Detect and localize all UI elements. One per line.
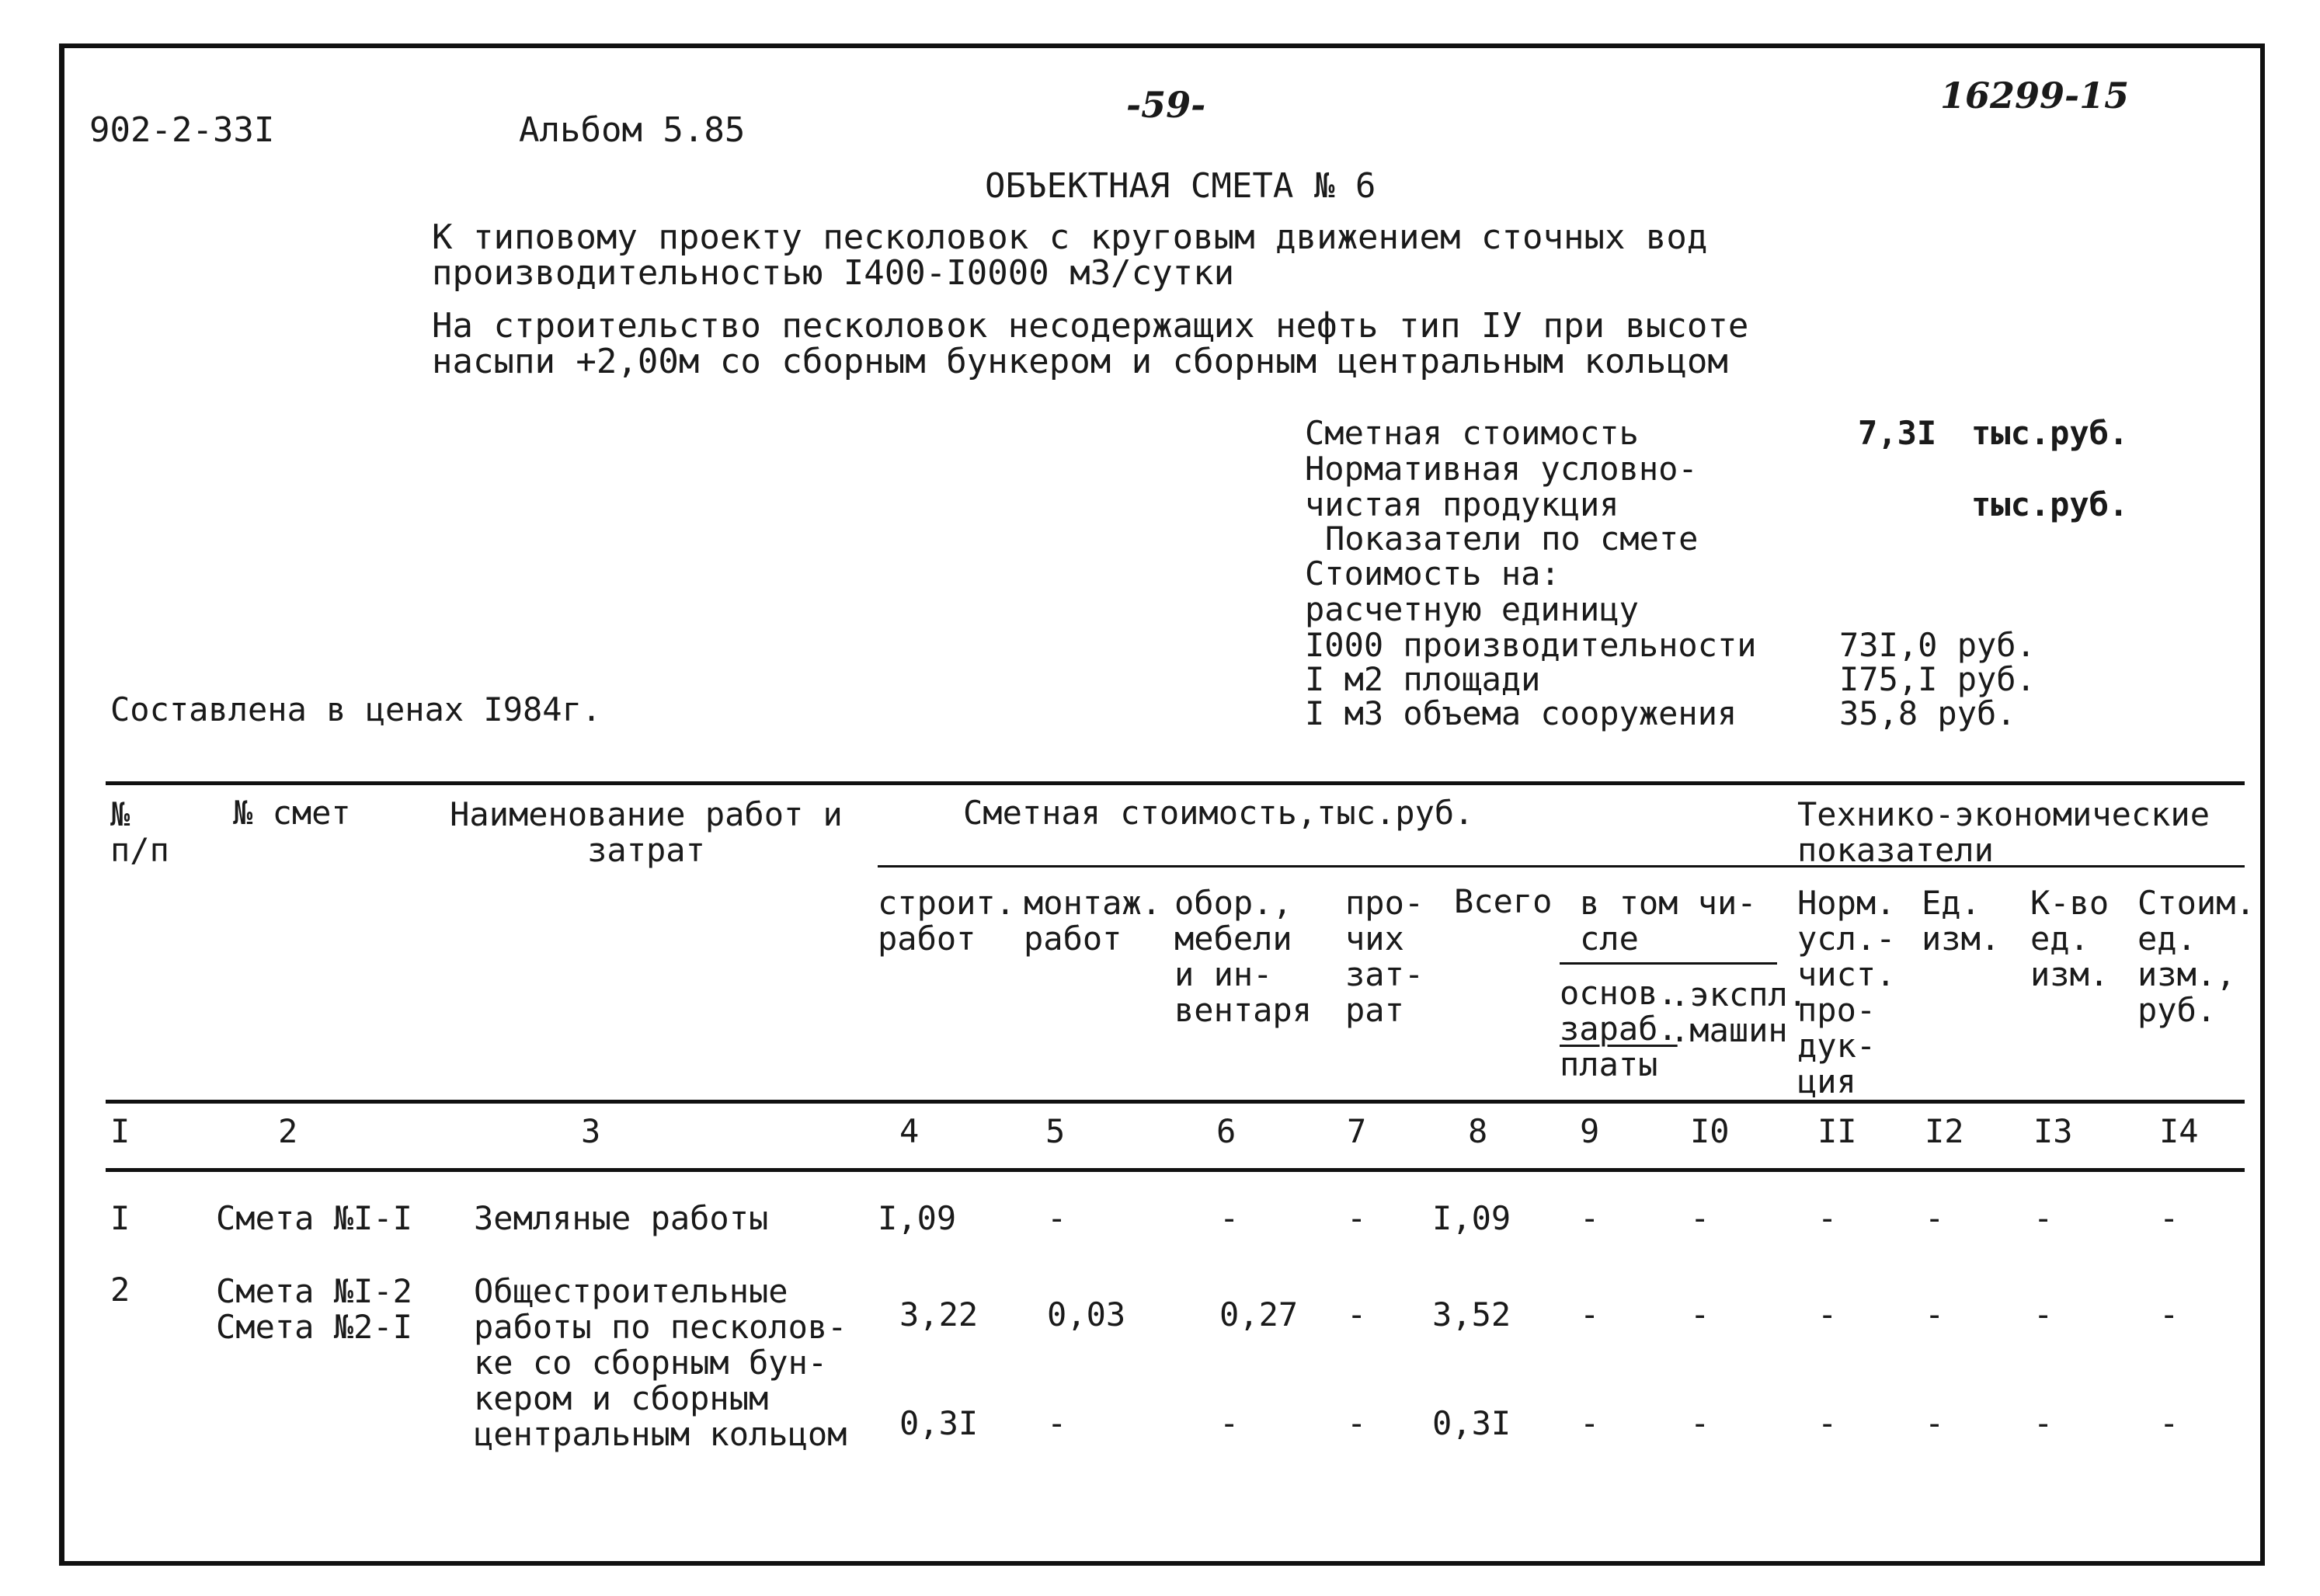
col-number-14: I4 bbox=[2159, 1112, 2199, 1150]
prices-note: Составлена в ценах I984г. bbox=[110, 690, 602, 728]
head-incl: в том чи- сле bbox=[1580, 884, 1757, 958]
head-num: № п/п bbox=[110, 795, 169, 869]
row-qty: - bbox=[2033, 1295, 2054, 1333]
col-number-1: I bbox=[110, 1112, 130, 1150]
cost-label: Сметная стоимость bbox=[1305, 414, 1639, 452]
indicator-label-2: I м2 площади bbox=[1305, 660, 1541, 698]
indicator-label-3: I м3 объема сооружения bbox=[1305, 694, 1737, 732]
row-total: I,09 bbox=[1432, 1199, 1511, 1237]
head-qty: К-во ед. изм. bbox=[2030, 884, 2110, 993]
col-number-9: 9 bbox=[1580, 1112, 1600, 1150]
row-other: - bbox=[1347, 1199, 1367, 1237]
row-total-2: 0,3I bbox=[1432, 1404, 1511, 1442]
head-norm: Норм. усл.- чист. про- дук- ция bbox=[1797, 884, 1896, 1101]
head-unit: Ед. изм. bbox=[1922, 884, 2001, 958]
col-number-13: I3 bbox=[2033, 1112, 2073, 1150]
row-other: - bbox=[1347, 1295, 1367, 1333]
row-smeta: Смета №I-2 Смета №2-I bbox=[216, 1272, 412, 1346]
incl-rule bbox=[1560, 962, 1777, 965]
col-number-5: 5 bbox=[1045, 1112, 1066, 1150]
head-equip: обор., мебели и ин- вентаря bbox=[1174, 884, 1313, 1029]
head-other: про- чих зат- рат bbox=[1345, 884, 1424, 1029]
head-wages-top: основ. bbox=[1560, 974, 1678, 1012]
col-numbers-rule bbox=[106, 1168, 2245, 1172]
head-build: строит. работ bbox=[878, 884, 1016, 958]
subtitle-line-2: производительностью I400-I0000 м3/сутки bbox=[432, 253, 1235, 293]
col-number-2: 2 bbox=[278, 1112, 298, 1150]
row-equip: 0,27 bbox=[1219, 1295, 1299, 1333]
col-number-11: II bbox=[1817, 1112, 1857, 1150]
row-mount: - bbox=[1047, 1199, 1067, 1237]
col-number-12: I2 bbox=[1925, 1112, 1964, 1150]
indicator-value-1: 73I,0 руб. bbox=[1839, 626, 2036, 664]
row-total: 3,52 bbox=[1432, 1295, 1511, 1333]
head-wages-underlined: зараб. bbox=[1560, 1010, 1678, 1048]
row-smeta: Смета №I-I bbox=[216, 1199, 412, 1237]
row-unit: - bbox=[1925, 1295, 1945, 1333]
doc-code: 902-2-33I bbox=[89, 110, 275, 150]
row-qty: - bbox=[2033, 1199, 2054, 1237]
subtitle-line-1: К типовому проекту песколовок с круговым движением сточных вод bbox=[432, 217, 1708, 257]
row-build: 3,22 bbox=[899, 1295, 979, 1333]
head-mount: монтаж. работ bbox=[1024, 884, 1162, 958]
row-num: I bbox=[110, 1199, 130, 1237]
row-unitcost: - bbox=[2159, 1199, 2179, 1237]
row-num: 2 bbox=[110, 1271, 130, 1309]
head-smeta: № смет bbox=[233, 794, 351, 832]
head-unitcost: Стоим. ед. изм., руб. bbox=[2137, 884, 2256, 1029]
col-number-3: 3 bbox=[581, 1112, 601, 1150]
head-wages-bottom: платы bbox=[1560, 1045, 1658, 1083]
row-other-2: - bbox=[1347, 1404, 1367, 1442]
archive-number: 16299-15 bbox=[1940, 75, 2130, 116]
col-number-8: 8 bbox=[1468, 1112, 1488, 1150]
row-equip-2: - bbox=[1219, 1404, 1240, 1442]
indicator-value-3: 35,8 руб. bbox=[1839, 694, 2016, 732]
row-name: Общестроительные работы по песколов- ке со сборным бун- кером и сборным центральным кольцом bbox=[474, 1272, 847, 1453]
head-name: Наименование работ и затрат bbox=[450, 795, 843, 869]
col-number-4: 4 bbox=[899, 1112, 920, 1150]
row-unitcost-2: - bbox=[2159, 1404, 2179, 1442]
head-mach: .экспл. .машин bbox=[1670, 975, 1808, 1049]
row-unit: - bbox=[1925, 1199, 1945, 1237]
indicators-label: Показатели по смете bbox=[1325, 520, 1699, 558]
col-number-6: 6 bbox=[1216, 1112, 1237, 1150]
row-wages-2: - bbox=[1580, 1404, 1600, 1442]
norm-label-2: чистая продукция bbox=[1305, 485, 1619, 523]
row-mach: - bbox=[1690, 1199, 1710, 1237]
unit-label: расчетную единицу bbox=[1305, 590, 1639, 628]
row-equip: - bbox=[1219, 1199, 1240, 1237]
indicator-value-2: I75,I руб. bbox=[1839, 660, 2036, 698]
indicator-label-1: I000 производительности bbox=[1305, 626, 1757, 664]
cost-unit: тыс.руб. bbox=[1971, 414, 2129, 452]
estimate-title: ОБЪЕКТНАЯ СМЕТА № 6 bbox=[985, 166, 1376, 206]
row-norm-2: - bbox=[1817, 1404, 1838, 1442]
norm-label-1: Нормативная условно- bbox=[1305, 450, 1698, 488]
norm-unit: тыс.руб. bbox=[1971, 485, 2129, 523]
row-qty-2: - bbox=[2033, 1404, 2054, 1442]
row-name: Земляные работы bbox=[474, 1199, 769, 1237]
row-build-2: 0,3I bbox=[899, 1404, 979, 1442]
row-norm: - bbox=[1817, 1295, 1838, 1333]
row-mach-2: - bbox=[1690, 1404, 1710, 1442]
row-wages: - bbox=[1580, 1199, 1600, 1237]
cost-value: 7,3I bbox=[1858, 414, 1937, 452]
head-total: Всего bbox=[1454, 882, 1553, 920]
description-line-1: На строительство песколовок несодержащих нефть тип IУ при высоте bbox=[432, 306, 1749, 346]
head-tech-group: Технико-экономические показатели bbox=[1797, 795, 2210, 869]
row-mount-2: - bbox=[1047, 1404, 1067, 1442]
table-top-rule bbox=[106, 781, 2245, 785]
row-norm: - bbox=[1817, 1199, 1838, 1237]
col-number-7: 7 bbox=[1347, 1112, 1367, 1150]
row-build: I,09 bbox=[878, 1199, 957, 1237]
head-cost-group: Сметная стоимость,тыс.руб. bbox=[963, 794, 1474, 832]
page-number: -59- bbox=[1126, 84, 1206, 126]
row-unitcost: - bbox=[2159, 1295, 2179, 1333]
description-line-2: насыпи +2,00м со сборным бункером и сборным центральным кольцом bbox=[432, 342, 1728, 381]
cost-per-label: Стоимость на: bbox=[1305, 555, 1560, 593]
album-label: Альбом 5.85 bbox=[519, 110, 746, 150]
row-mach: - bbox=[1690, 1295, 1710, 1333]
col-number-10: I0 bbox=[1690, 1112, 1730, 1150]
row-mount: 0,03 bbox=[1047, 1295, 1126, 1333]
row-wages: - bbox=[1580, 1295, 1600, 1333]
header-bottom-rule bbox=[106, 1100, 2245, 1104]
row-unit-2: - bbox=[1925, 1404, 1945, 1442]
